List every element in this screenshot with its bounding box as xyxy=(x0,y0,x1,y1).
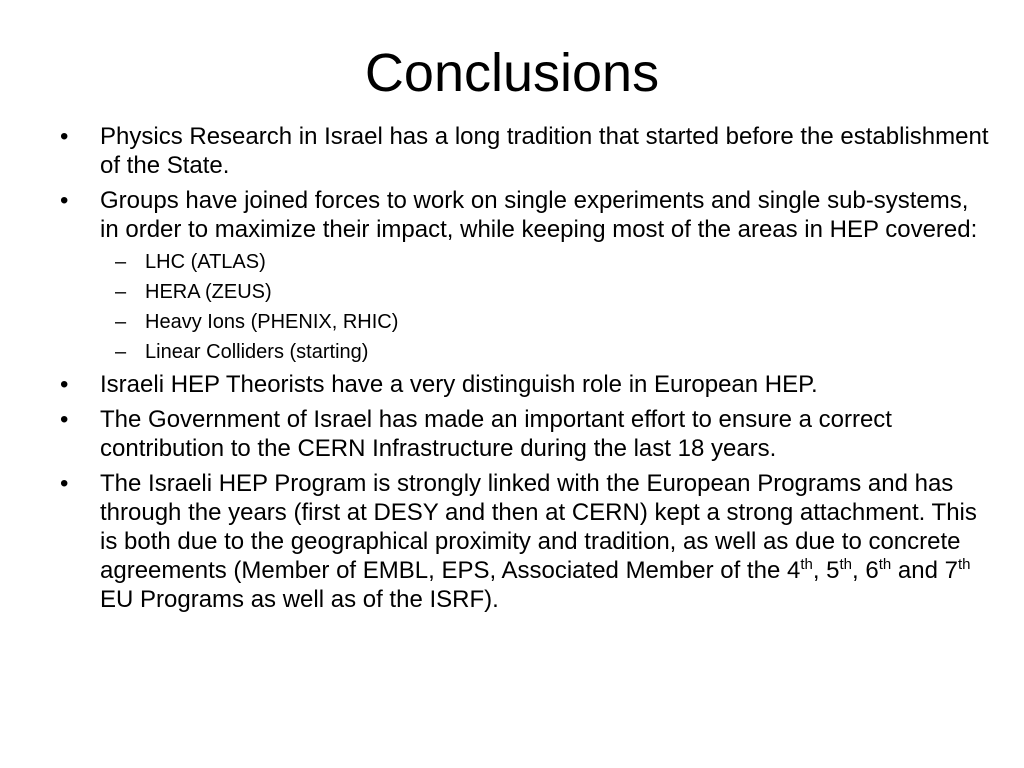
sub-bullet-item xyxy=(60,280,990,304)
bullet-text: Israeli HEP Theorists have a very distinguish role in European HEP. xyxy=(100,371,818,398)
ordinal-superscript: th xyxy=(800,556,813,573)
bullet-marker: • xyxy=(60,187,69,214)
bullet-item xyxy=(60,186,990,244)
bullet-marker: • xyxy=(60,470,69,497)
sub-bullet-text: Heavy Ions (PHENIX, RHIC) xyxy=(145,311,399,333)
sub-bullet-marker: – xyxy=(115,281,127,303)
bullet-text-part: , 6 xyxy=(852,557,879,584)
sub-bullet-marker: – xyxy=(115,341,127,363)
bullet-marker: • xyxy=(60,371,69,398)
bullet-text-part: EU Programs as well as of the ISRF). xyxy=(100,586,499,613)
bullet-item xyxy=(60,370,990,399)
bullet-text: The Government of Israel has made an important effort to ensure a correct contribution to the CERN Infrastructure during the last 18 years. xyxy=(100,406,892,462)
slide-body xyxy=(60,122,990,620)
bullet-text xyxy=(100,470,977,613)
sub-bullet-marker: – xyxy=(115,311,127,333)
ordinal-superscript: th xyxy=(839,556,853,573)
bullet-marker: • xyxy=(60,123,69,150)
bullet-text: Physics Research in Israel has a long tradition that started before the establishment of the State. xyxy=(100,123,989,179)
bullet-text-part: The Israeli HEP Program is strongly linked with the European Programs and has through the years (first at DESY and then at CERN) kept a strong attachment. This is both due to the geographical proximity and tradition, as well as due to concrete agreements (Member of EMBL, EPS, Associated Member of the 4 xyxy=(100,470,977,584)
bullet-item xyxy=(60,469,990,614)
bullet-marker: • xyxy=(60,406,69,433)
sub-bullet-text: Linear Colliders (starting) xyxy=(145,341,369,363)
ordinal-superscript: th xyxy=(957,556,971,573)
sub-bullet-item xyxy=(60,340,990,364)
sub-bullet-item xyxy=(60,310,990,334)
bullet-text-part: and 7 xyxy=(891,557,958,584)
bullet-item xyxy=(60,122,990,180)
ordinal-superscript: th xyxy=(878,556,892,573)
sub-bullet-marker: – xyxy=(115,251,127,273)
bullet-text-part: , 5 xyxy=(812,557,840,584)
slide-title: Conclusions xyxy=(364,43,660,103)
bullet-text: Groups have joined forces to work on single experiments and single sub-systems, in order to maximize their impact, while keeping most of the areas in HEP covered: xyxy=(100,187,978,243)
bullet-item xyxy=(60,405,990,463)
sub-bullet-text: HERA (ZEUS) xyxy=(145,281,272,303)
sub-bullet-item xyxy=(60,250,990,274)
sub-bullet-text: LHC (ATLAS) xyxy=(145,251,266,273)
